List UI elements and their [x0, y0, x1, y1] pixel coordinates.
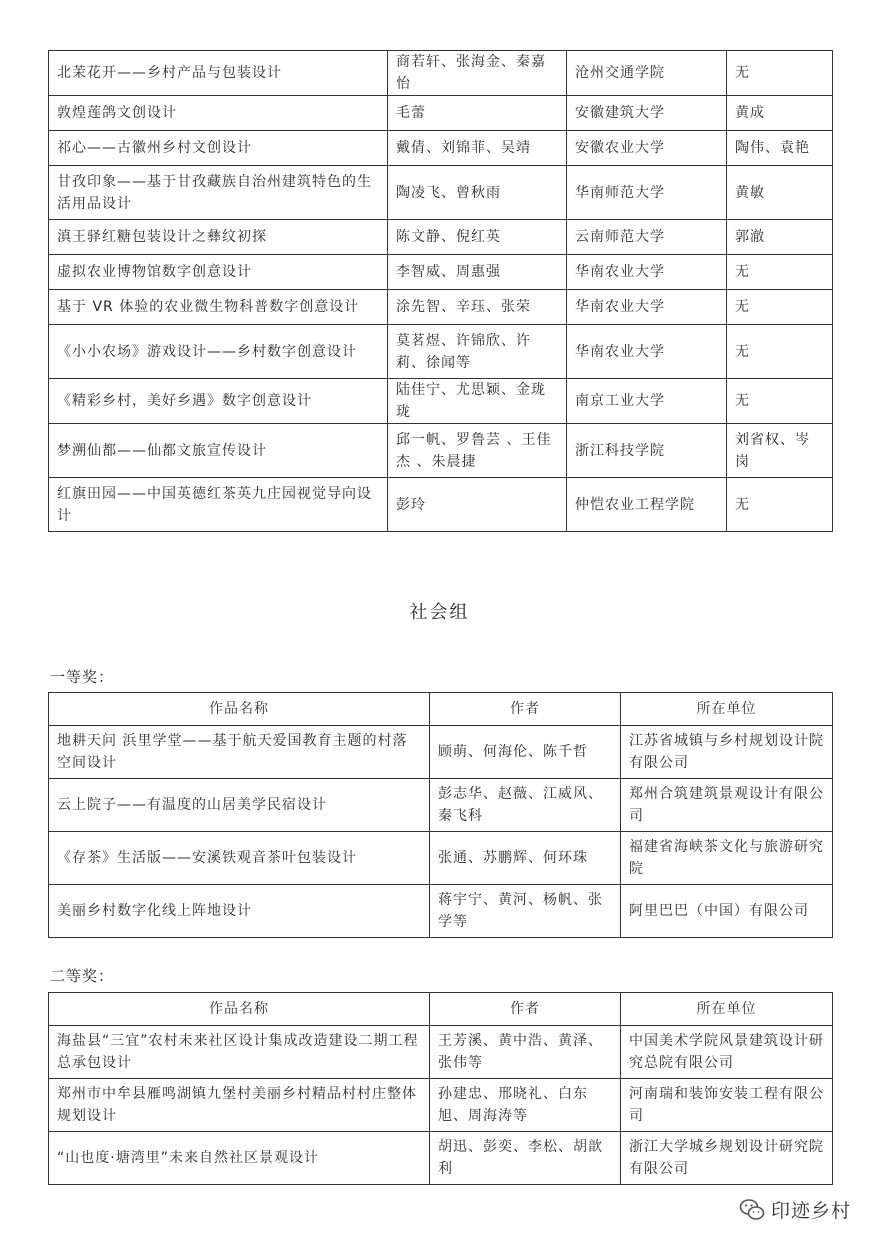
table-cell: 刘省权、岑岗: [727, 424, 833, 478]
table-cell: 仲恺农业工程学院: [567, 478, 727, 532]
table-cell: 无: [727, 255, 833, 290]
table-cell: 彭玲: [388, 478, 567, 532]
table-cell: 邱一帆、罗鲁芸 、王佳杰 、朱晨捷: [388, 424, 567, 478]
table-cell: 《存茶》生活版——安溪铁观音茶叶包装设计: [49, 832, 430, 885]
table-cell: 彭志华、赵薇、江威风、秦飞科: [430, 779, 621, 832]
table-cell: 莫茗煜、许锦欣、许莉、徐闻等: [388, 325, 567, 379]
table-cell: 基于 VR 体验的农业微生物科普数字创意设计: [49, 290, 388, 325]
table-row: [49, 478, 833, 532]
table-cell: 浙江大学城乡规划设计研究院有限公司: [621, 1132, 833, 1185]
table-cell: 陶凌飞、曾秋雨: [388, 166, 567, 220]
table-row: [49, 220, 833, 255]
section-title: 社会组: [409, 602, 470, 623]
table-cell: 虚拟农业博物馆数字创意设计: [49, 255, 388, 290]
table-cell: 黄敏: [727, 166, 833, 220]
table-cell: 甘孜印象——基于甘孜藏族自治州建筑特色的生活用品设计: [49, 166, 388, 220]
table-cell: 郭澈: [727, 220, 833, 255]
watermark: [739, 1196, 851, 1223]
table-cell: 张通、苏鹏辉、何环珠: [430, 832, 621, 885]
table-cell: 海盐县“三宜”农村未来社区设计集成改造建设二期工程总承包设计: [49, 1026, 430, 1079]
table-cell: 郑州市中牟县雁鸣湖镇九堡村美丽乡村精品村村庄整体规划设计: [49, 1079, 430, 1132]
table-cell: “山也度·塘湾里”未来自然社区景观设计: [49, 1132, 430, 1185]
table-cell: 江苏省城镇与乡村规划设计院有限公司: [621, 726, 833, 779]
table-header-row: [49, 993, 833, 1026]
table-cell: 黄成: [727, 96, 833, 131]
table-row: [49, 779, 833, 832]
table-cell: 浙江科技学院: [567, 424, 727, 478]
table-cell: 《精彩乡村，美好乡遇》数字创意设计: [49, 379, 388, 424]
table-cell: 沧州交通学院: [567, 51, 727, 96]
header-author: 作者: [430, 693, 621, 726]
table-cell: 河南瑞和装饰安装工程有限公司: [621, 1079, 833, 1132]
award-table-continued: [48, 50, 833, 532]
second-prize-table: [48, 992, 833, 1185]
table-cell: 无: [727, 379, 833, 424]
table-cell: 胡迅、彭奕、李松、胡歆利: [430, 1132, 621, 1185]
table-row: [49, 885, 833, 938]
table-cell: 蒋宇宁、黄河、杨帆、张学等: [430, 885, 621, 938]
table-row: [49, 1132, 833, 1185]
table-cell: 云上院子——有温度的山居美学民宿设计: [49, 779, 430, 832]
table-header-row: [49, 693, 833, 726]
first-prize-table: [48, 692, 833, 938]
header-organization: 所在单位: [621, 993, 833, 1026]
table-cell: 无: [727, 478, 833, 532]
table-row: [49, 96, 833, 131]
table-cell: 陶伟、袁艳: [727, 131, 833, 166]
second-prize-heading: 二等奖：: [50, 967, 115, 985]
table-cell: 北茉花开——乡村产品与包装设计: [49, 51, 388, 96]
table-row: [49, 255, 833, 290]
header-work-name: 作品名称: [49, 993, 430, 1026]
table-row: [49, 832, 833, 885]
table-cell: 安徽建筑大学: [567, 96, 727, 131]
watermark-text: 印迹乡村: [770, 1200, 851, 1222]
table-cell: 陆佳宁、尤思颖、金珑珑: [388, 379, 567, 424]
table-row: [49, 424, 833, 478]
table-row: [49, 51, 833, 96]
table-cell: 无: [727, 51, 833, 96]
table-cell: 中国美术学院风景建筑设计研究总院有限公司: [621, 1026, 833, 1079]
table-cell: 《小小农场》游戏设计——乡村数字创意设计: [49, 325, 388, 379]
table-cell: 陈文静、倪红英: [388, 220, 567, 255]
table-cell: 华南农业大学: [567, 325, 727, 379]
table-cell: 商若轩、张海金、秦嘉怡: [388, 51, 567, 96]
table-cell: 李智威、周惠强: [388, 255, 567, 290]
table-cell: 祁心——古徽州乡村文创设计: [49, 131, 388, 166]
table-cell: 地耕天问 浜里学堂——基于航天爱国教育主题的村落空间设计: [49, 726, 430, 779]
table-row: [49, 379, 833, 424]
table-cell: 滇王驿红糖包装设计之彝纹初探: [49, 220, 388, 255]
table-row: [49, 325, 833, 379]
table-cell: 郑州合筑建筑景观设计有限公司: [621, 779, 833, 832]
table-cell: 毛蕾: [388, 96, 567, 131]
table-cell: 安徽农业大学: [567, 131, 727, 166]
table-cell: 无: [727, 290, 833, 325]
table-cell: 孙建忠、邢晓礼、白东旭、周海涛等: [430, 1079, 621, 1132]
table-cell: 无: [727, 325, 833, 379]
table-cell: 华南农业大学: [567, 290, 727, 325]
first-prize-heading: 一等奖：: [50, 668, 115, 686]
table-cell: 南京工业大学: [567, 379, 727, 424]
table-cell: 梦溯仙都——仙都文旅宣传设计: [49, 424, 388, 478]
header-author: 作者: [430, 993, 621, 1026]
table-cell: 美丽乡村数字化线上阵地设计: [49, 885, 430, 938]
table-row: [49, 1026, 833, 1079]
table-cell: 顾萌、何海伦、陈千哲: [430, 726, 621, 779]
table-row: [49, 290, 833, 325]
table-cell: 涂先智、辛珏、张荣: [388, 290, 567, 325]
header-work-name: 作品名称: [49, 693, 430, 726]
table-cell: 红旗田园——中国英德红茶英九庄园视觉导向设计: [49, 478, 388, 532]
table-cell: 阿里巴巴（中国）有限公司: [621, 885, 833, 938]
table-row: [49, 131, 833, 166]
table-cell: 敦煌莲鸽文创设计: [49, 96, 388, 131]
table-cell: 王芳溪、黄中浩、黄泽、张伟等: [430, 1026, 621, 1079]
table-row: [49, 1079, 833, 1132]
table-cell: 戴倩、刘锦菲、吴靖: [388, 131, 567, 166]
table-row: [49, 726, 833, 779]
table-cell: 福建省海峡茶文化与旅游研究院: [621, 832, 833, 885]
table-cell: 华南农业大学: [567, 255, 727, 290]
table-cell: 云南师范大学: [567, 220, 727, 255]
wechat-icon: [739, 1197, 765, 1223]
header-organization: 所在单位: [621, 693, 833, 726]
table-cell: 华南师范大学: [567, 166, 727, 220]
table-row: [49, 166, 833, 220]
